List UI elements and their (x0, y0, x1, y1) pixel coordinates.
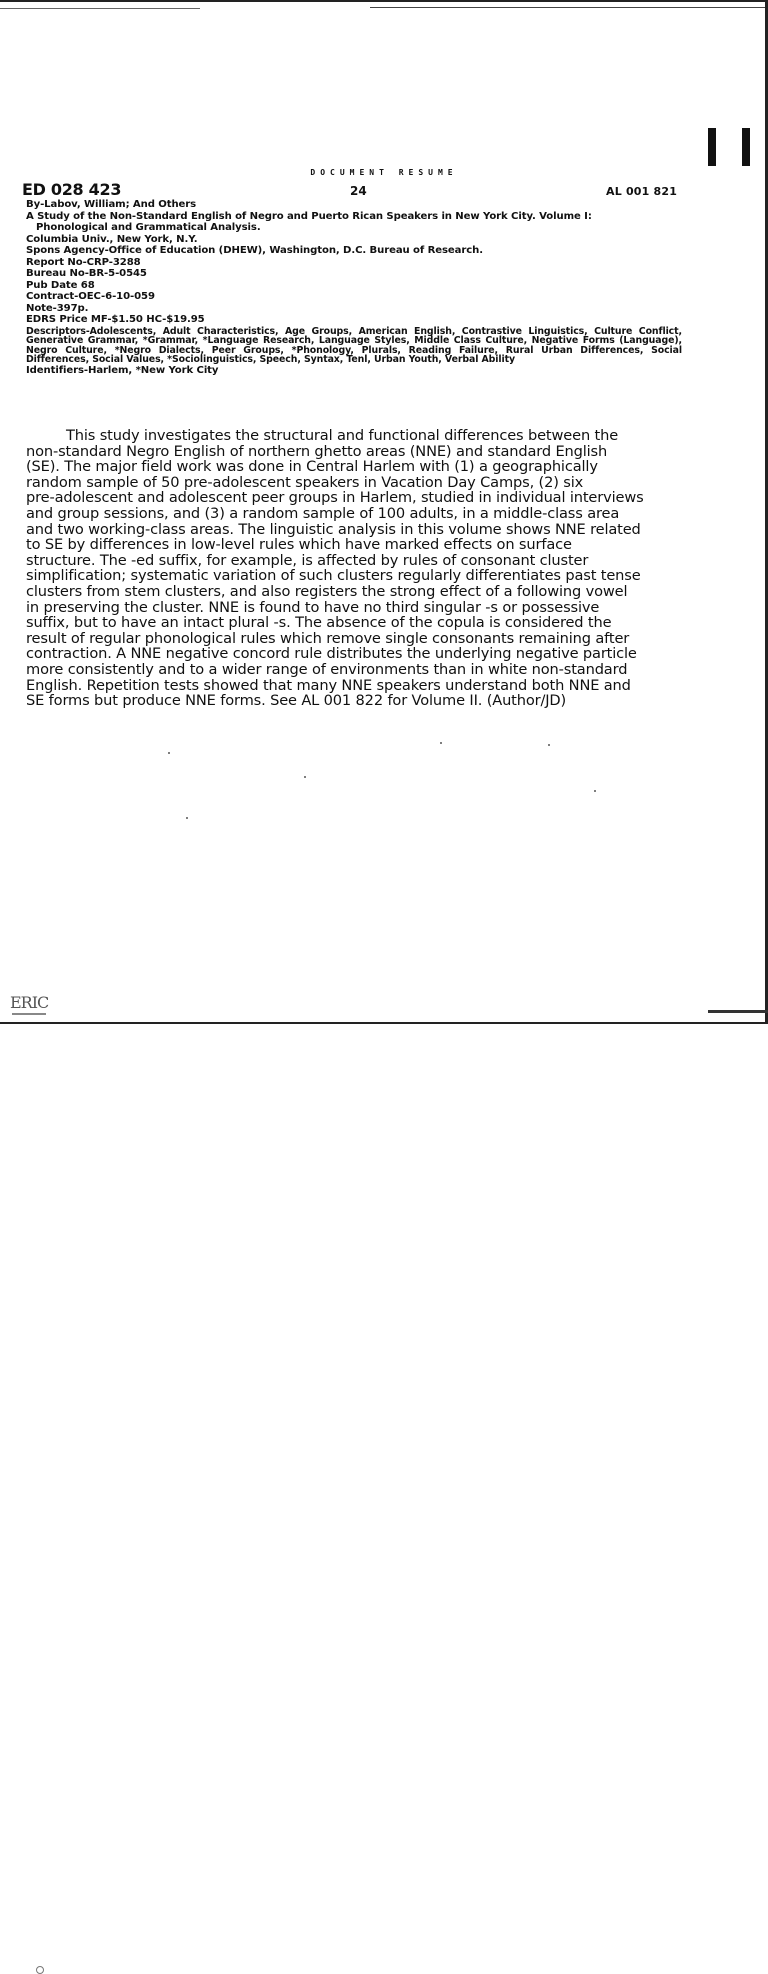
abstract-line: contraction. A NNE negative concord rule distributes the underlying negative particle (26, 645, 637, 663)
report-number-field: Report No-CRP-3288 (26, 256, 141, 268)
scan-speck (168, 752, 170, 754)
sponsor-agency-field: Spons Agency-Office of Education (DHEW), Washington, D.C. Bureau of Research. (26, 245, 483, 256)
abstract-line: English. Repetition tests showed that many NNE speakers understand both NNE and (26, 676, 631, 694)
document-resume-heading: DOCUMENT RESUME (310, 168, 458, 177)
scan-mark-bottom-right (708, 1010, 768, 1013)
abstract-line: in preserving the cluster. NNE is found to have no third singular -s or possessive (26, 598, 600, 616)
abstract-line: simplification; systematic variation of such clusters regularly differentiates past tense (26, 567, 641, 585)
abstract-line: and two working-class areas. The linguistic analysis in this volume shows NNE related (26, 520, 641, 538)
scan-mark-top-left (0, 8, 200, 9)
descriptors-field: Descriptors-Adolescents, Adult Characteristics, Age Groups, American English, Contrastive Linguistics, Culture Conflict, Generative Grammar, *Grammar, *Language Research, Language Styles, Middle Class Culture, Negative Forms (Language), Negro Culture, *Negro Dialects, Peer Groups, *Phonology, Plurals, Reading Failure, Rural Urban Differences, Social Differences, Social Values, *Sociolinguistics, Speech, Syntax, Tenl, Urban Youth, Verbal Ability (26, 325, 682, 366)
eric-logo-underline (12, 1013, 46, 1015)
bureau-number-field: Bureau No-BR-5-0545 (26, 268, 147, 279)
abstract-line: more consistently and to a wider range of environments than in white non-standard (26, 660, 628, 678)
scan-speck (304, 776, 306, 778)
abstract-paragraph (26, 428, 678, 709)
abstract-line: and group sessions, and (3) a random sample of 100 adults, in a middle-class area (26, 504, 620, 522)
scan-speck (186, 817, 188, 819)
abstract-line: to SE by differences in low-level rules which have marked effects on surface (26, 536, 572, 554)
title-field-continued: Phonological and Grammatical Analysis. (36, 222, 261, 233)
scan-speck (548, 744, 550, 746)
contract-field: Contract-OEC-6-10-059 (26, 291, 155, 302)
abstract-line: suffix, but to have an intact plural -s. The absence of the copula is considered the (26, 614, 612, 632)
abstract-line: non-standard Negro English of northern ghetto areas (NNE) and standard English (26, 442, 608, 460)
identifiers-field: Identifiers-Harlem, *New York City (26, 364, 219, 376)
author-field: By-Labov, William; And Others (26, 199, 197, 210)
abstract-line: pre-adolescent and adolescent peer groups in Harlem, studied in individual interviews (26, 489, 644, 507)
abstract-line: structure. The -ed suffix, for example, is affected by rules of consonant cluster (26, 551, 589, 569)
page-number: 24 (350, 184, 367, 198)
scan-edge-top (0, 0, 768, 2)
abstract-line: This study investigates the structural and functional differences between the (66, 427, 619, 444)
registration-mark-right (742, 128, 750, 166)
abstract-line: result of regular phonological rules which remove single consonants remaining after (26, 629, 630, 647)
ed-number: ED 028 423 (22, 180, 122, 199)
registration-mark-left (708, 128, 716, 166)
abstract-line: clusters from stem clusters, and also registers the strong effect of a following vowel (26, 582, 628, 600)
title-field: A Study of the Non-Standard English of Negro and Puerto Rican Speakers in New York City. Volume I: (26, 210, 592, 222)
scan-speck (440, 742, 442, 744)
institution-field: Columbia Univ., New York, N.Y. (26, 233, 198, 245)
abstract-line: SE forms but produce NNE forms. See AL 001 822 for Volume II. (Author/JD) (26, 692, 567, 710)
abstract-line: (SE). The major field work was done in Central Harlem with (1) a geographically (26, 458, 598, 476)
bibliographic-record (26, 199, 682, 376)
eric-logo-mark (36, 1966, 44, 1974)
edrs-price-field: EDRS Price MF-$1.50 HC-$19.95 (26, 314, 205, 325)
al-number: AL 001 821 (606, 185, 678, 198)
eric-logo-text: ERIC (10, 993, 49, 1012)
note-field: Note-397p. (26, 302, 89, 314)
pub-date-field: Pub Date 68 (26, 279, 95, 291)
scan-speck (594, 790, 596, 792)
abstract-line: random sample of 50 pre-adolescent speakers in Vacation Day Camps, (2) six (26, 473, 584, 491)
scan-mark-top-right (370, 7, 768, 8)
